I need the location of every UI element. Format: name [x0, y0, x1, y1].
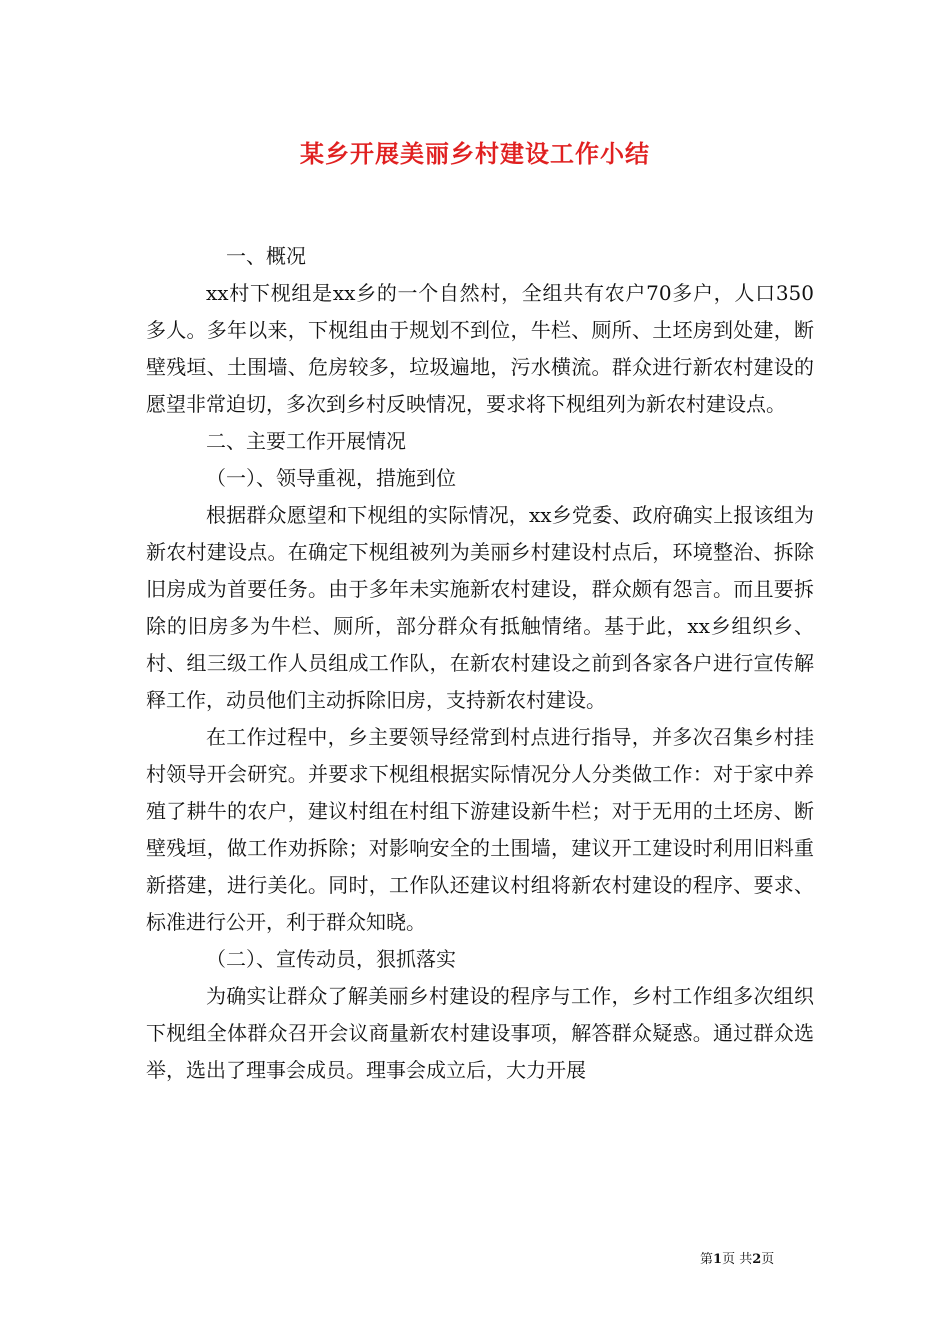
section-heading: 二、主要工作开展情况 — [206, 429, 406, 453]
subsection-heading: （一）、领导重视，措施到位 — [206, 466, 456, 490]
subsection-heading: （二）、宣传动员，狠抓落实 — [206, 947, 456, 971]
current-page-number: 1 — [713, 1252, 723, 1267]
document-body — [146, 238, 814, 1089]
footer-middle: 页 共 — [722, 1252, 753, 1267]
paragraph: 为确实让群众了解美丽乡村建设的程序与工作，乡村工作组多次组织下枧组全体群众召开会议商量新农村建设事项，解答群众疑惑。通过群众选举，选出了理事会成员。理事会成立后，大力开展 — [146, 984, 814, 1082]
section-heading: 一、概况 — [226, 244, 306, 268]
paragraph: xx村下枧组是xx乡的一个自然村，全组共有农户70多户，人口350多人。多年以来，下枧组由于规划不到位，牛栏、厕所、土坯房到处建，断壁残垣、土围墙、危房较多，垃圾遍地，污水横流。群众进行新农村建设的愿望非常迫切，多次到乡村反映情况，要求将下枧组列为新农村建设点。 — [146, 281, 814, 416]
page-number-footer — [700, 1248, 774, 1267]
page-title: 某乡开展美丽乡村建设工作小结 — [300, 139, 650, 168]
paragraph: 在工作过程中，乡主要领导经常到村点进行指导，并多次召集乡村挂村领导开会研究。并要求下枧组根据实际情况分人分类做工作：对于家中养殖了耕牛的农户，建议村组在村组下游建设新牛栏；对于无用的土坯房、断壁残垣，做工作劝拆除；对影响安全的土围墙，建议开工建设时利用旧料重新搭建，进行美化。同时，工作队还建议村组将新农村建设的程序、要求、标准进行公开，利于群众知晓。 — [146, 725, 814, 934]
total-pages-number: 2 — [752, 1252, 762, 1267]
footer-prefix: 第 — [700, 1252, 714, 1267]
footer-suffix: 页 — [761, 1252, 775, 1267]
paragraph: 根据群众愿望和下枧组的实际情况，xx乡党委、政府确实上报该组为新农村建设点。在确定下枧组被列为美丽乡村建设村点后，环境整治、拆除旧房成为首要任务。由于多年未实施新农村建设，群众颇有怨言。而且要拆除的旧房多为牛栏、厕所，部分群众有抵触情绪。基于此，xx乡组织乡、村、组三级工作人员组成工作队，在新农村建设之前到各家各户进行宣传解释工作，动员他们主动拆除旧房，支持新农村建设。 — [146, 503, 814, 712]
